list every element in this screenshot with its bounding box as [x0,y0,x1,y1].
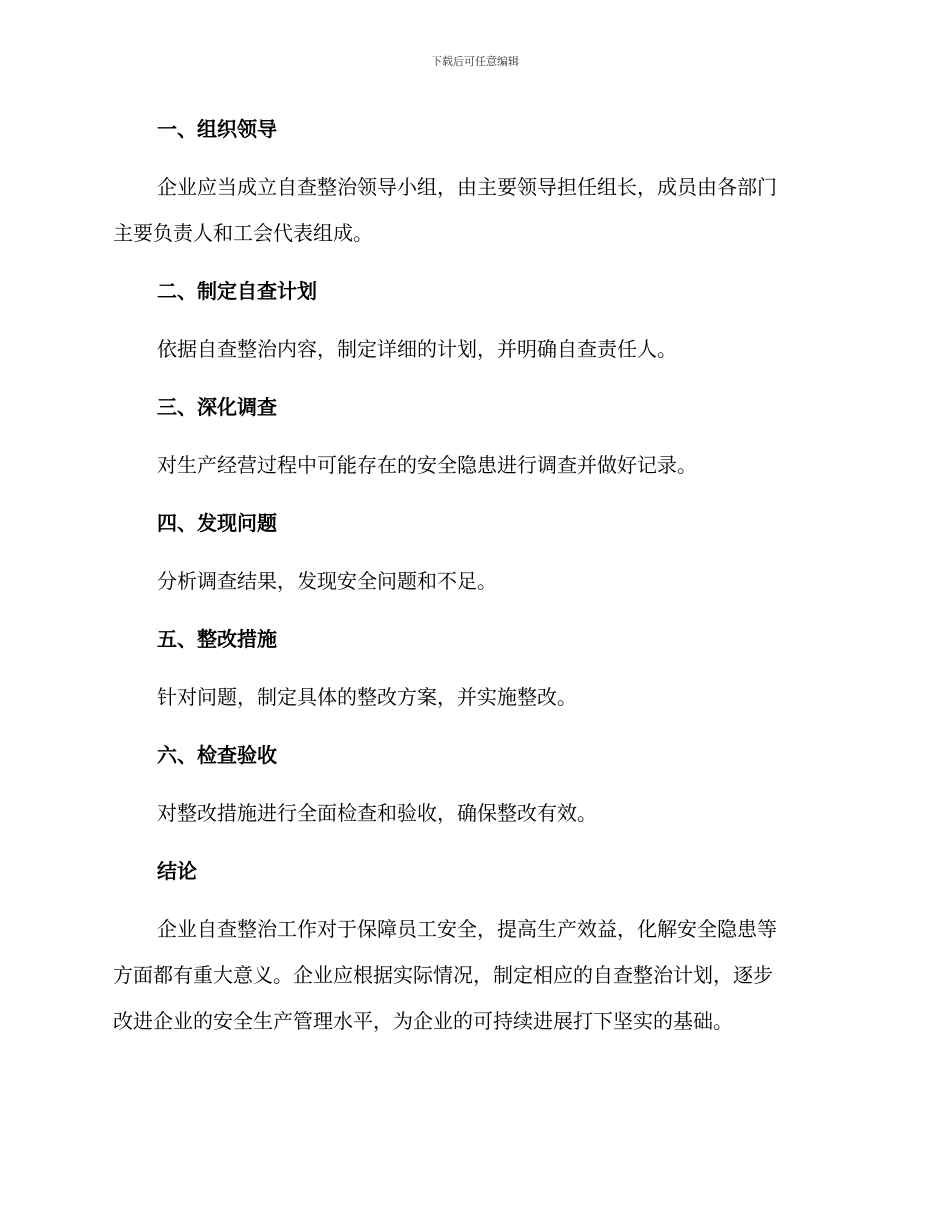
section-paragraph-inspection: 对整改措施进行全面检查和验收，确保整改有效。 [157,801,597,825]
section-heading-plan: 二、制定自查计划 [157,279,317,303]
section-paragraph-plan: 依据自查整治内容，制定详细的计划，并明确自查责任人。 [157,337,677,361]
section-heading-conclusion: 结论 [157,859,197,883]
section-paragraph-rectification: 针对问题，制定具体的整改方案，并实施整改。 [157,685,577,709]
section-paragraph-conclusion [113,906,833,1044]
section-paragraph-findings: 分析调查结果，发现安全问题和不足。 [157,569,497,593]
document-body [113,109,833,1044]
page-header: 下载后可任意编辑 [431,55,519,68]
section-heading-investigation: 三、深化调查 [157,395,277,419]
section-paragraph-organization [113,164,833,256]
paragraph-line: 企业自查整治工作对于保障员工安全，提高生产效益，化解安全隐患等 [157,917,777,941]
paragraph-line: 方面都有重大意义。企业应根据实际情况，制定相应的自查整治计划，逐步 [113,963,773,987]
paragraph-line: 企业应当成立自查整治领导小组，由主要领导担任组长，成员由各部门 [157,175,777,199]
section-heading-organization: 一、组织领导 [157,117,277,141]
section-heading-rectification: 五、整改措施 [157,627,277,651]
paragraph-line: 主要负责人和工会代表组成。 [113,221,373,245]
section-paragraph-investigation: 对生产经营过程中可能存在的安全隐患进行调查并做好记录。 [157,453,697,477]
section-heading-inspection: 六、检查验收 [157,743,277,767]
section-heading-findings: 四、发现问题 [157,511,277,535]
paragraph-line: 改进企业的安全生产管理水平，为企业的可持续进展打下坚实的基础。 [113,1009,733,1033]
